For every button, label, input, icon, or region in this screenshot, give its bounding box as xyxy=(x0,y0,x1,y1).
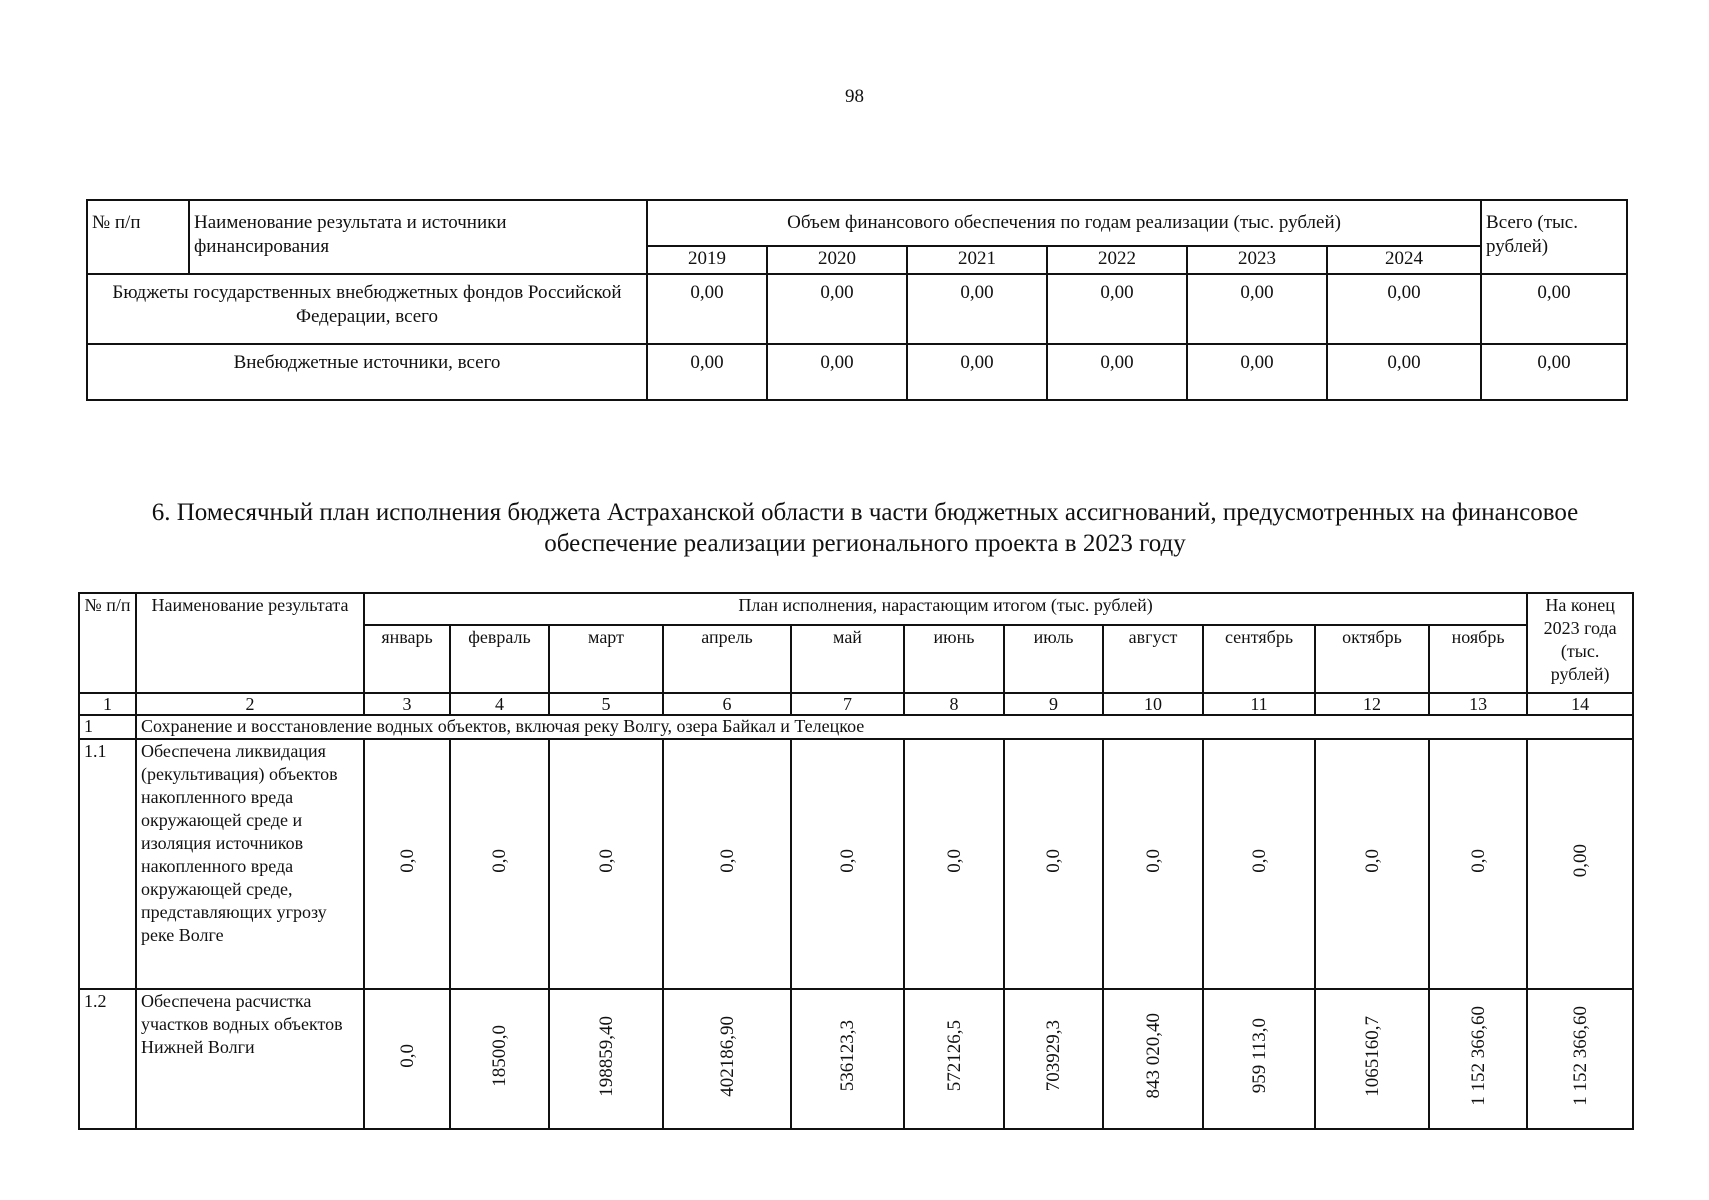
t1-cell: 0,00 xyxy=(767,344,907,400)
t1-header-name: Наименование результата и источники финансирования xyxy=(189,200,647,274)
t2-col-number: 14 xyxy=(1527,693,1633,715)
t1-cell: 0,00 xyxy=(1047,274,1187,344)
t2-header-plan: План исполнения, нарастающим итогом (тыс. рублей) xyxy=(364,593,1527,625)
monthly-plan-table xyxy=(78,592,1634,1130)
t2-row-name: Обеспечена ликвидация (рекультивация) объектов накопленного вреда окружающей среде и изоляция источников накопленного вреда окружающей среде, представляющих угрозу реке Волге xyxy=(136,739,364,989)
t1-cell-total: 0,00 xyxy=(1481,344,1627,400)
t2-month: март xyxy=(549,625,663,693)
financing-table xyxy=(86,199,1628,401)
t2-cell: 0,0 xyxy=(943,849,965,873)
t2-cell: 0,0 xyxy=(837,849,858,873)
t2-header-name: Наименование результата xyxy=(136,593,364,693)
section-title: 6. Помесячный план исполнения бюджета Астраханской области в части бюджетных ассигнований, предусмотренных на финансовое обеспечение реализации регионального проекта в 2023 году xyxy=(151,499,1579,557)
t1-cell: 0,00 xyxy=(1187,274,1327,344)
t2-cell: 536123,3 xyxy=(837,1020,858,1092)
t1-year: 2019 xyxy=(647,246,767,274)
t2-cell: 0,0 xyxy=(1142,849,1164,873)
t2-cell: 0,0 xyxy=(396,849,418,873)
t1-header-num: № п/п xyxy=(87,200,189,274)
t2-col-number: 3 xyxy=(364,693,450,715)
t2-col-number: 5 xyxy=(549,693,663,715)
t2-cell: 1065160,7 xyxy=(1361,1015,1383,1097)
t2-col-number: 1 xyxy=(79,693,136,715)
t1-cell: 0,00 xyxy=(767,274,907,344)
t1-cell: 0,00 xyxy=(907,344,1047,400)
t2-month: июнь xyxy=(904,625,1004,693)
t1-cell: 0,00 xyxy=(1327,344,1481,400)
t2-col-number: 12 xyxy=(1315,693,1429,715)
table-row xyxy=(79,715,1633,739)
t1-cell: 0,00 xyxy=(907,274,1047,344)
t2-col-number: 7 xyxy=(791,693,904,715)
t2-row-name: Обеспечена расчистка участков водных объектов Нижней Волги xyxy=(136,989,364,1129)
t2-month: апрель xyxy=(663,625,791,693)
t1-cell: 0,00 xyxy=(647,274,767,344)
t2-section-name: Сохранение и восстановление водных объектов, включая реку Волгу, озера Байкал и Телецкое xyxy=(136,715,1633,739)
t2-cell-end: 1 152 366,60 xyxy=(1569,1006,1591,1106)
t1-cell: 0,00 xyxy=(1327,274,1481,344)
table-row xyxy=(87,274,1627,344)
t2-month: август xyxy=(1103,625,1203,693)
table-row xyxy=(87,344,1627,400)
t2-header-end: На конец 2023 года (тыс. рублей) xyxy=(1527,593,1633,693)
t2-cell: 0,0 xyxy=(1043,849,1064,873)
t2-cell: 0,0 xyxy=(396,1044,418,1068)
page-number: 98 xyxy=(845,86,864,107)
t2-cell: 0,0 xyxy=(595,849,617,873)
table-row xyxy=(79,989,1633,1129)
t2-cell: 959 113,0 xyxy=(1248,1018,1270,1094)
t2-header-num: № п/п xyxy=(79,593,136,693)
t1-year: 2021 xyxy=(907,246,1047,274)
t2-month: сентябрь xyxy=(1203,625,1315,693)
t2-month: май xyxy=(791,625,904,693)
t1-row-name: Внебюджетные источники, всего xyxy=(87,344,647,400)
t2-cell: 18500,0 xyxy=(489,1025,510,1087)
t2-col-number: 4 xyxy=(450,693,549,715)
t1-cell: 0,00 xyxy=(1187,344,1327,400)
t2-cell: 843 020,40 xyxy=(1142,1013,1164,1099)
t2-section-num: 1 xyxy=(79,715,136,739)
t1-cell: 0,00 xyxy=(647,344,767,400)
t2-col-number: 8 xyxy=(904,693,1004,715)
t2-month: февраль xyxy=(450,625,549,693)
t2-month: ноябрь xyxy=(1429,625,1527,693)
t2-month: июль xyxy=(1004,625,1103,693)
t2-cell: 198859,40 xyxy=(595,1015,617,1097)
t1-year: 2022 xyxy=(1047,246,1187,274)
t1-year: 2020 xyxy=(767,246,907,274)
t2-cell: 0,0 xyxy=(716,849,738,873)
t2-cell-end: 0,00 xyxy=(1569,844,1591,878)
t1-header-total: Всего (тыс. рублей) xyxy=(1481,200,1627,274)
t2-cell: 0,0 xyxy=(1467,849,1489,873)
t2-cell: 1 152 366,60 xyxy=(1467,1006,1489,1106)
t1-cell: 0,00 xyxy=(1047,344,1187,400)
t2-cell: 0,0 xyxy=(489,849,510,873)
t2-cell: 0,0 xyxy=(1361,849,1383,873)
t2-row-num: 1.2 xyxy=(79,989,136,1129)
t1-header-volume: Объем финансового обеспечения по годам реализации (тыс. рублей) xyxy=(647,200,1481,246)
t1-cell-total: 0,00 xyxy=(1481,274,1627,344)
t1-year: 2024 xyxy=(1327,246,1481,274)
t1-row-name: Бюджеты государственных внебюджетных фондов Российской Федерации, всего xyxy=(87,274,647,344)
t2-month: октябрь xyxy=(1315,625,1429,693)
t2-col-number: 2 xyxy=(136,693,364,715)
t2-cell: 0,0 xyxy=(1248,849,1270,873)
t1-year: 2023 xyxy=(1187,246,1327,274)
t2-col-number: 11 xyxy=(1203,693,1315,715)
t2-month: январь xyxy=(364,625,450,693)
t2-cell: 402186,90 xyxy=(716,1015,738,1097)
t2-cell: 703929,3 xyxy=(1043,1020,1064,1092)
t2-col-number: 6 xyxy=(663,693,791,715)
t2-col-number: 13 xyxy=(1429,693,1527,715)
table-row xyxy=(79,739,1633,989)
t2-row-num: 1.1 xyxy=(79,739,136,989)
t2-col-number: 10 xyxy=(1103,693,1203,715)
t2-cell: 572126,5 xyxy=(943,1020,965,1092)
t2-col-number: 9 xyxy=(1004,693,1103,715)
